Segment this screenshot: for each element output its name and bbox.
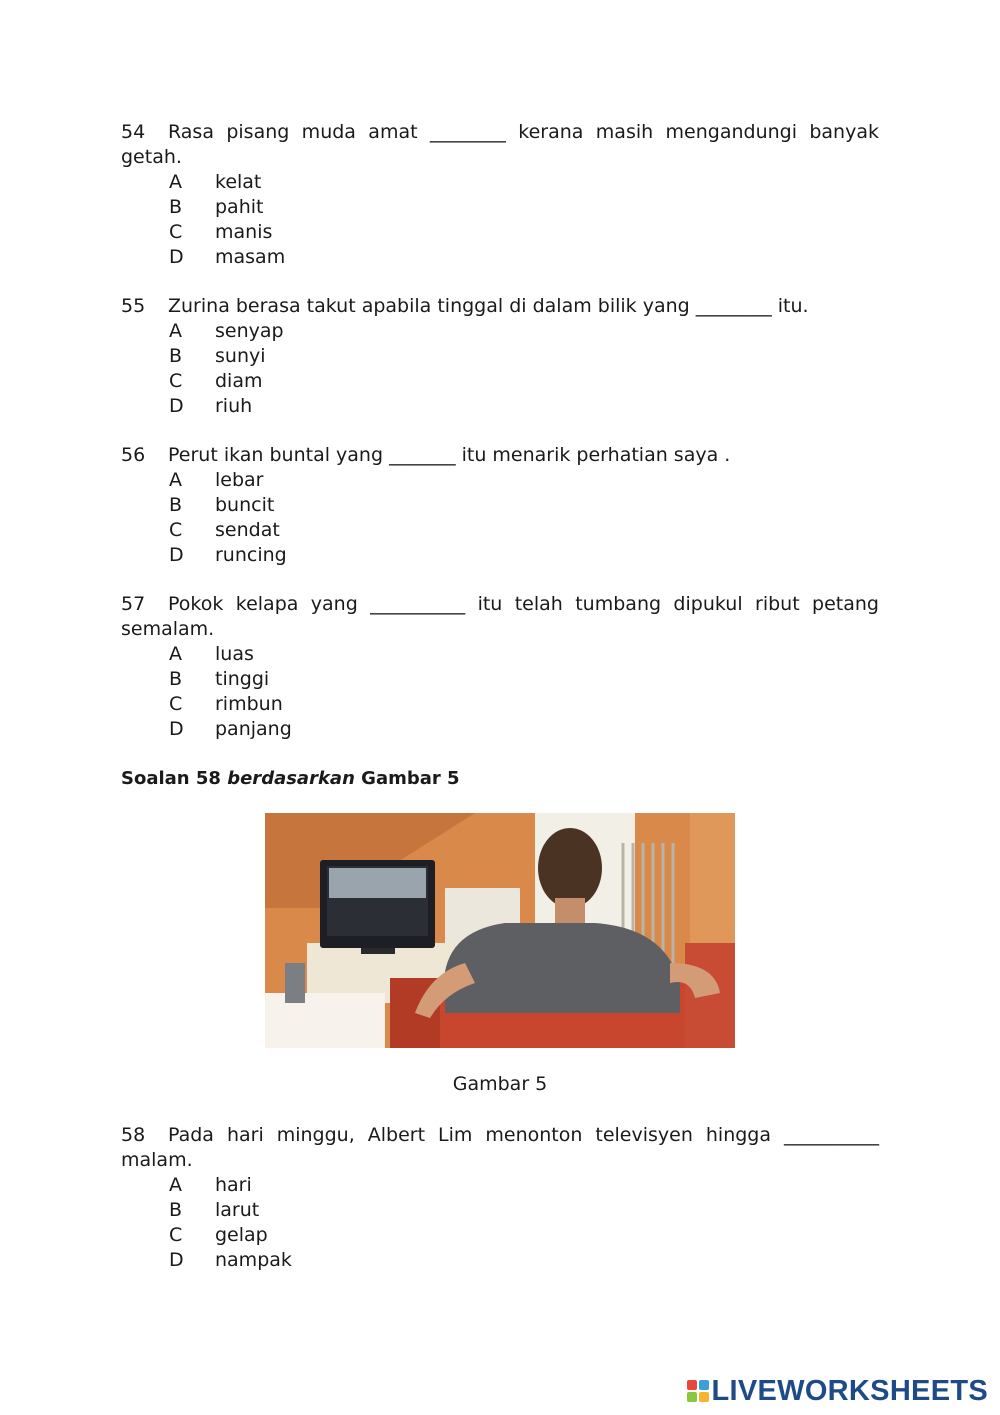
option-letter: B <box>169 345 183 367</box>
speaker <box>285 963 305 1003</box>
option-list <box>121 170 879 270</box>
option-text: senyap <box>215 320 284 342</box>
sofa-back-right <box>685 943 735 1048</box>
liveworksheets-logo[interactable] <box>687 1374 989 1408</box>
option-c[interactable] <box>121 518 879 543</box>
option-d[interactable] <box>121 543 879 568</box>
option-letter: C <box>169 221 183 243</box>
question-stem <box>121 1123 879 1173</box>
option-d[interactable] <box>121 245 879 270</box>
option-text: hari <box>215 1174 252 1196</box>
option-letter: C <box>169 693 183 715</box>
section-heading-suffix: Gambar 5 <box>361 768 460 789</box>
figure-caption: Gambar 5 <box>452 1073 548 1095</box>
option-text: manis <box>215 221 273 243</box>
question-56 <box>121 443 879 568</box>
option-b[interactable] <box>121 667 879 692</box>
option-letter: B <box>169 1199 183 1221</box>
option-text: luas <box>215 643 254 665</box>
option-text: lebar <box>215 469 264 491</box>
question-text: Perut ikan buntal yang _______ itu menarik perhatian saya . <box>168 444 731 466</box>
white-table <box>265 993 385 1048</box>
option-letter: B <box>169 668 183 690</box>
photo-illustration <box>265 813 735 1048</box>
question-stem <box>121 294 879 319</box>
question-list <box>121 120 879 791</box>
option-letter: D <box>169 246 184 268</box>
option-text: masam <box>215 246 286 268</box>
question-54 <box>121 120 879 270</box>
option-text: tinggi <box>215 668 270 690</box>
option-d[interactable] <box>121 717 879 742</box>
question-stem <box>121 443 879 468</box>
logo-square <box>687 1380 697 1390</box>
option-letter: D <box>169 544 184 566</box>
option-list <box>121 1173 879 1273</box>
logo-square <box>687 1392 697 1402</box>
option-letter: B <box>169 494 183 516</box>
question-text: Pada hari minggu, Albert Lim menonton televisyen hingga __________ malam. <box>121 1124 879 1171</box>
question-text: Rasa pisang muda amat ________ kerana masih mengandungi banyak getah. <box>121 121 879 168</box>
question-55 <box>121 294 879 419</box>
option-d[interactable] <box>121 394 879 419</box>
option-letter: A <box>169 1174 182 1196</box>
man-neck <box>555 898 585 923</box>
option-c[interactable] <box>121 1223 879 1248</box>
question-stem <box>121 592 879 642</box>
logo-square <box>699 1380 709 1390</box>
option-text: sendat <box>215 519 280 541</box>
option-list <box>121 468 879 568</box>
question-58 <box>121 1123 879 1273</box>
option-text: larut <box>215 1199 260 1221</box>
option-text: gelap <box>215 1224 268 1246</box>
section-heading-italic: berdasarkan <box>227 768 355 789</box>
option-text: panjang <box>215 718 292 740</box>
option-letter: A <box>169 171 182 193</box>
question-number: 57 <box>121 593 146 615</box>
option-text: rimbun <box>215 693 283 715</box>
option-letter: D <box>169 718 184 740</box>
question-57 <box>121 592 879 742</box>
question-number: 56 <box>121 444 146 466</box>
man-head <box>538 828 602 908</box>
option-list <box>121 642 879 742</box>
option-b[interactable] <box>121 344 879 369</box>
tv-picture <box>329 868 426 898</box>
logo-text: LIVEWORKSHEETS <box>711 1374 988 1407</box>
question-stem <box>121 120 879 170</box>
option-a[interactable] <box>121 170 879 195</box>
option-d[interactable] <box>121 1248 879 1273</box>
question-number: 55 <box>121 295 146 317</box>
option-text: nampak <box>215 1249 292 1271</box>
option-text: pahit <box>215 196 264 218</box>
option-b[interactable] <box>121 1198 879 1223</box>
option-a[interactable] <box>121 468 879 493</box>
option-text: buncit <box>215 494 275 516</box>
option-c[interactable] <box>121 692 879 717</box>
option-text: riuh <box>215 395 253 417</box>
option-text: sunyi <box>215 345 266 367</box>
option-text: runcing <box>215 544 287 566</box>
tv-base <box>361 948 395 954</box>
option-a[interactable] <box>121 642 879 667</box>
logo-mark-icon <box>687 1380 709 1402</box>
option-letter: D <box>169 1249 184 1271</box>
option-letter: D <box>169 395 184 417</box>
question-text: Zurina berasa takut apabila tinggal di dalam bilik yang ________ itu. <box>168 295 809 317</box>
option-a[interactable] <box>121 319 879 344</box>
option-b[interactable] <box>121 493 879 518</box>
option-c[interactable] <box>121 369 879 394</box>
option-letter: A <box>169 320 182 342</box>
tv-watching-photo <box>265 813 735 1048</box>
option-letter: B <box>169 196 183 218</box>
option-text: diam <box>215 370 263 392</box>
question-number: 54 <box>121 121 146 143</box>
section-heading-prefix: Soalan 58 <box>121 768 221 789</box>
question-number: 58 <box>121 1124 146 1146</box>
option-letter: A <box>169 469 182 491</box>
section-heading <box>121 766 879 791</box>
option-list <box>121 319 879 419</box>
logo-square <box>699 1392 709 1402</box>
option-letter: C <box>169 1224 183 1246</box>
option-letter: A <box>169 643 182 665</box>
question-text: Pokok kelapa yang __________ itu telah tumbang dipukul ribut petang semalam. <box>121 593 879 640</box>
option-a[interactable] <box>121 1173 879 1198</box>
option-b[interactable] <box>121 195 879 220</box>
option-c[interactable] <box>121 220 879 245</box>
option-letter: C <box>169 519 183 541</box>
option-letter: C <box>169 370 183 392</box>
man-shirt <box>444 923 680 1013</box>
option-text: kelat <box>215 171 262 193</box>
